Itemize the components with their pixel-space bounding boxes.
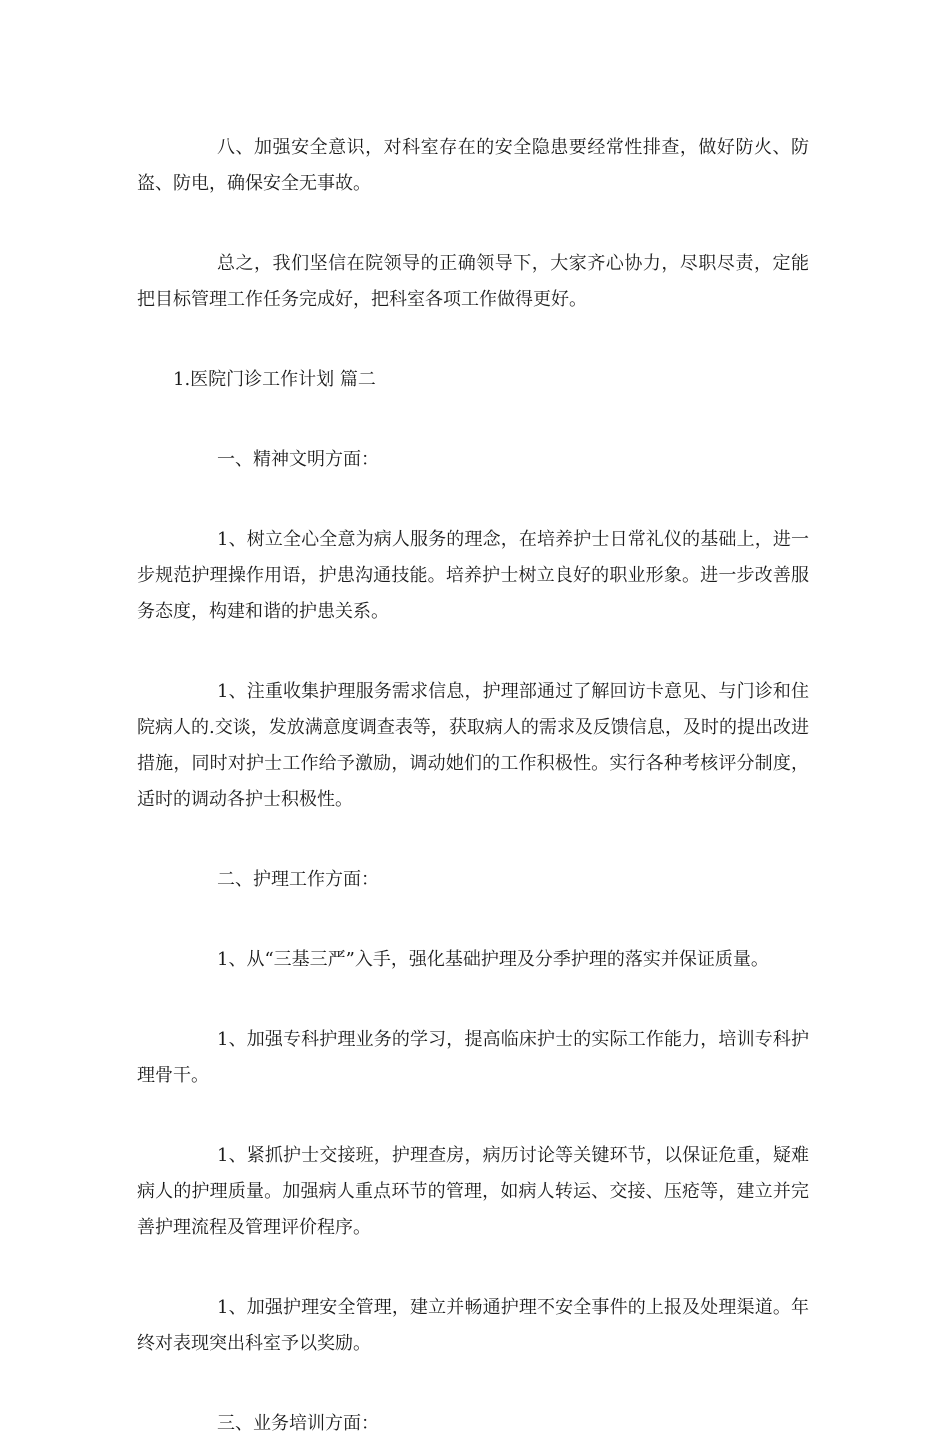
paragraph-basic-nursing: 1、从“三基三严”入手，强化基础护理及分季护理的落实并保证质量。 [217,949,769,970]
paragraph-handover: 1、紧抓护士交接班，护理查房，病历讨论等关键环节，以保证危重，疑难病人的护理质量。加强病人重点环节的管理，如病人转运、交接、压疮等，建立并完善护理流程及管理评价程序。 [137,1145,809,1238]
paragraph-safety-management: 1、加强护理安全管理，建立并畅通护理不安全事件的上报及处理渠道。年终对表现突出科室予以奖励。 [137,1297,809,1354]
section-title: 1.医院门诊工作计划 篇二 [173,369,376,390]
paragraph-service-philosophy: 1、树立全心全意为病人服务的理念，在培养护士日常礼仪的基础上，进一步规范护理操作用语，护患沟通技能。培养护士树立良好的职业形象。进一步改善服务态度，构建和谐的护患关系。 [137,529,809,622]
subheading-training: 三、业务培训方面： [217,1413,379,1434]
paragraph-specialty-training: 1、加强专科护理业务的学习，提高临床护士的实际工作能力，培训专科护理骨干。 [137,1029,809,1086]
subheading-spiritual: 一、精神文明方面： [217,449,379,470]
document-body [137,130,809,1442]
paragraph-safety: 八、加强安全意识，对科室存在的安全隐患要经常性排查，做好防火、防盗、防电，确保安全无事故。 [137,137,809,194]
paragraph-feedback: 1、注重收集护理服务需求信息，护理部通过了解回访卡意见、与门诊和住院病人的.交谈，发放满意度调查表等，获取病人的需求及反馈信息，及时的提出改进措施，同时对护士工作给予激励，调动她们的工作积极性。实行各种考核评分制度，适时的调动各护士积极性。 [137,681,809,810]
subheading-nursing-work: 二、护理工作方面： [217,869,379,890]
paragraph-conclusion: 总之，我们坚信在院领导的正确领导下，大家齐心协力，尽职尽责，定能把目标管理工作任务完成好，把科室各项工作做得更好。 [137,253,809,310]
